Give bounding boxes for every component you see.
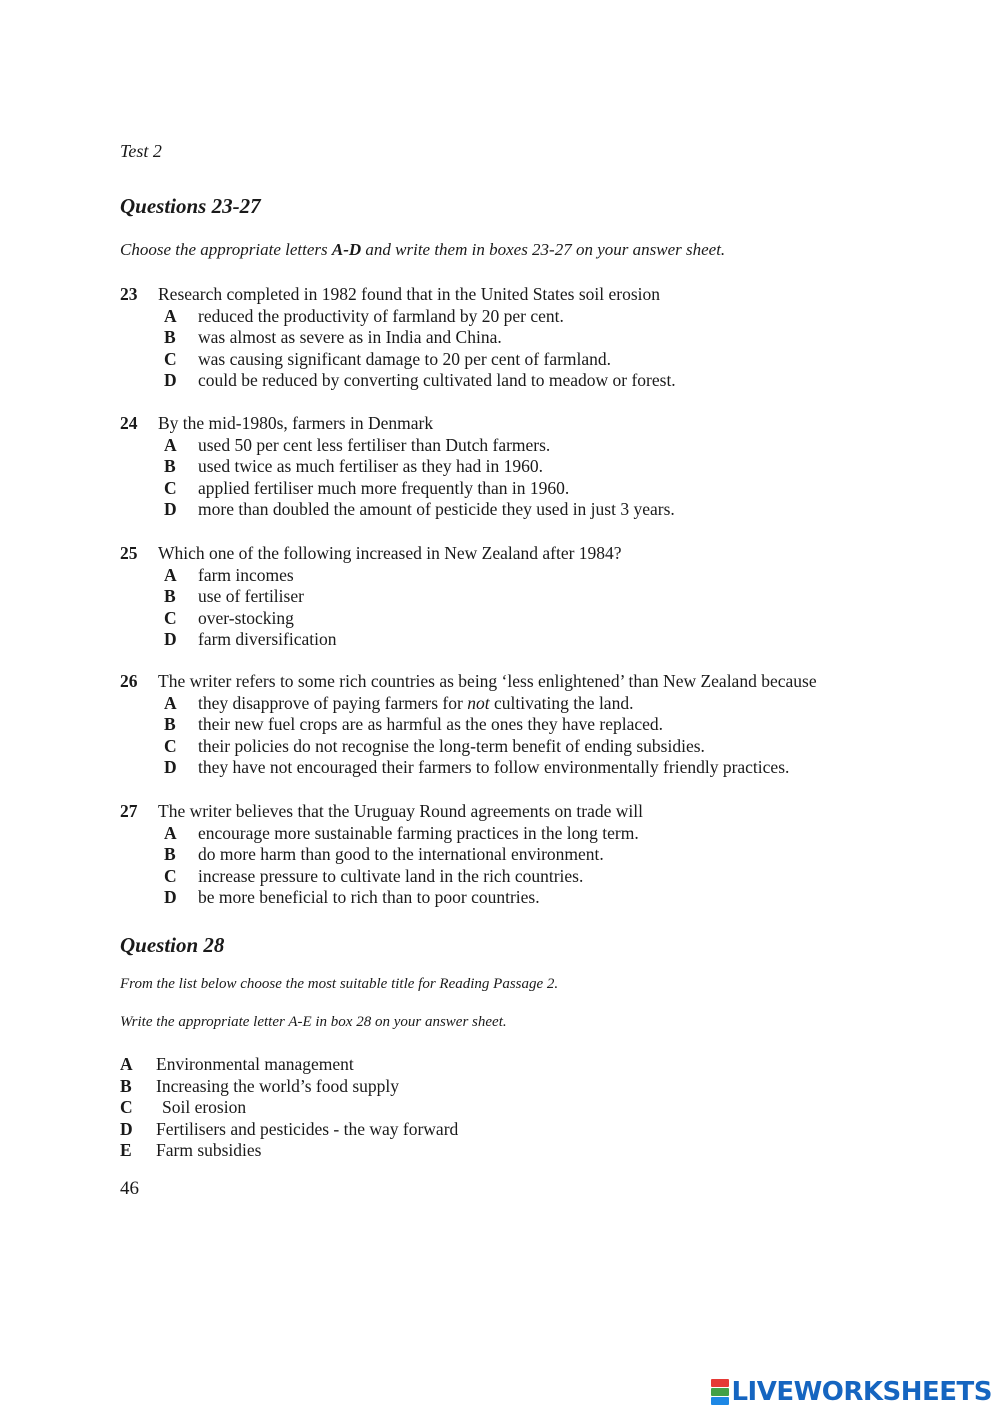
option-text: their new fuel crops are as harmful as the ones they have replaced. — [198, 714, 664, 735]
instruction-text: Choose the appropriate letters — [120, 240, 332, 259]
section2-instruction-1: From the list below choose the most suitable title for Reading Passage 2. — [120, 976, 559, 992]
option-letter: B — [164, 586, 176, 607]
question-26 — [120, 671, 940, 779]
option-letter: B — [164, 714, 176, 735]
option-letter: C — [164, 607, 177, 628]
question-stem: By the mid-1980s, farmers in Denmark — [158, 413, 434, 433]
option-text: they have not encouraged their farmers to follow environmentally friendly practices. — [198, 757, 790, 778]
option-a — [120, 435, 940, 457]
option-d — [120, 370, 940, 392]
option-c — [120, 478, 940, 500]
option-text: encourage more sustainable farming practices in the long term. — [198, 822, 639, 843]
logo-stripe-blue — [711, 1397, 729, 1405]
option-letter: C — [164, 348, 177, 369]
question-number: 24 — [120, 413, 138, 433]
question-stem-line — [120, 543, 940, 565]
option-text: used 50 per cent less fertiliser than Dutch farmers. — [198, 434, 551, 455]
option-c — [120, 866, 940, 888]
option-text: over-stocking — [198, 607, 294, 628]
logo-stripe-green — [711, 1388, 729, 1396]
option-letter: A — [164, 822, 177, 843]
option-text: more than doubled the amount of pesticide they used in just 3 years. — [198, 499, 675, 520]
question-stem: The writer believes that the Uruguay Round agreements on trade will — [158, 801, 643, 821]
logo-stripe-red — [711, 1379, 729, 1387]
option-a — [120, 565, 940, 587]
option-c — [120, 349, 940, 371]
option-letter: C — [164, 735, 177, 756]
option-letter: C — [164, 865, 177, 886]
option-text: their policies do not recognise the long-term benefit of ending subsidies. — [198, 735, 705, 756]
question-number: 26 — [120, 671, 138, 691]
option-a — [120, 823, 940, 845]
option-text: use of fertiliser — [198, 586, 304, 607]
option-b — [120, 586, 940, 608]
question-23 — [120, 284, 940, 392]
question-stem-line — [120, 801, 940, 823]
title-option-d — [120, 1119, 458, 1141]
option-d — [120, 887, 940, 909]
question-number: 27 — [120, 801, 138, 821]
option-text: farm incomes — [198, 564, 294, 585]
option-letter: D — [164, 757, 177, 778]
option-letter: E — [120, 1140, 132, 1161]
option-letter: D — [164, 499, 177, 520]
option-letter: A — [120, 1054, 133, 1074]
option-text: do more harm than good to the international environment. — [198, 844, 604, 865]
liveworksheets-logo-text: LIVEWORKSHEETS — [731, 1377, 992, 1407]
option-letter: C — [164, 477, 177, 498]
option-b — [120, 844, 940, 866]
question-27 — [120, 801, 940, 909]
option-d — [120, 629, 940, 651]
option-text: Fertilisers and pesticides - the way forward — [156, 1118, 459, 1139]
option-text: Increasing the world’s food supply — [156, 1075, 400, 1096]
title-option-c — [120, 1097, 458, 1119]
option-letter: B — [164, 327, 176, 348]
option-c — [120, 736, 940, 758]
option-letter: D — [164, 887, 177, 908]
option-c — [120, 608, 940, 630]
question-stem-line — [120, 413, 940, 435]
title-options-list — [120, 1054, 458, 1162]
option-letter: D — [164, 629, 177, 650]
question-number: 23 — [120, 284, 138, 304]
option-text: was causing significant damage to 20 per cent of farmland. — [198, 348, 612, 369]
question-24 — [120, 413, 940, 521]
option-b — [120, 327, 940, 349]
option-letter: A — [164, 692, 177, 713]
question-stem: The writer refers to some rich countries as being ‘less enlightened’ than New Zealand because — [158, 671, 817, 691]
option-letter: B — [164, 456, 176, 477]
option-text: reduced the productivity of farmland by 20 per cent. — [198, 305, 564, 326]
option-letter: D — [120, 1118, 133, 1139]
option-letter: A — [164, 305, 177, 326]
option-b — [120, 456, 940, 478]
question-stem-line — [120, 284, 940, 306]
question-stem-line — [120, 671, 940, 693]
option-b — [120, 714, 940, 736]
option-text-emphasis: not — [467, 692, 490, 713]
section-title-questions-23-27: Questions 23-27 — [120, 194, 261, 218]
option-text — [198, 693, 633, 713]
option-letter: B — [120, 1075, 132, 1096]
title-option-b — [120, 1076, 458, 1098]
option-d — [120, 499, 940, 521]
option-letter: B — [164, 844, 176, 865]
option-letter: D — [164, 370, 177, 391]
option-text: be more beneficial to rich than to poor countries. — [198, 887, 540, 908]
option-letter: A — [164, 434, 177, 455]
option-text: Farm subsidies — [156, 1140, 262, 1161]
option-a — [120, 306, 940, 328]
section-title-question-28: Question 28 — [120, 933, 225, 957]
section2-instruction-2: Write the appropriate letter A-E in box 28 on your answer sheet. — [120, 1014, 507, 1030]
section-instruction — [120, 240, 725, 260]
question-25 — [120, 543, 940, 651]
option-text: Environmental management — [156, 1054, 354, 1074]
option-text: used twice as much fertiliser as they had in 1960. — [198, 456, 544, 477]
option-text: was almost as severe as in India and China. — [198, 327, 502, 348]
option-text-end: cultivating the land. — [489, 692, 634, 713]
option-text: farm diversification — [198, 629, 337, 650]
test-label: Test 2 — [120, 141, 162, 161]
option-text: applied fertiliser much more frequently than in 1960. — [198, 477, 570, 498]
option-d — [120, 757, 940, 779]
option-letter: C — [120, 1097, 133, 1118]
instruction-bold: A-D — [331, 240, 362, 259]
option-text: Soil erosion — [162, 1097, 247, 1118]
liveworksheets-watermark — [711, 1376, 992, 1408]
page-number: 46 — [120, 1178, 139, 1199]
title-option-a — [120, 1054, 458, 1076]
liveworksheets-logo-icon — [711, 1379, 729, 1405]
option-text-start: they disapprove of paying farmers for — [198, 692, 468, 713]
question-stem: Which one of the following increased in New Zealand after 1984? — [158, 543, 622, 563]
option-letter: A — [164, 564, 177, 585]
option-a — [120, 693, 940, 715]
question-number: 25 — [120, 543, 138, 563]
title-option-e — [120, 1140, 458, 1162]
instruction-text-end: and write them in boxes 23-27 on your answer sheet. — [361, 240, 726, 259]
question-stem: Research completed in 1982 found that in the United States soil erosion — [158, 284, 661, 304]
option-text: could be reduced by converting cultivated land to meadow or forest. — [198, 370, 676, 391]
option-text: increase pressure to cultivate land in the rich countries. — [198, 865, 584, 886]
